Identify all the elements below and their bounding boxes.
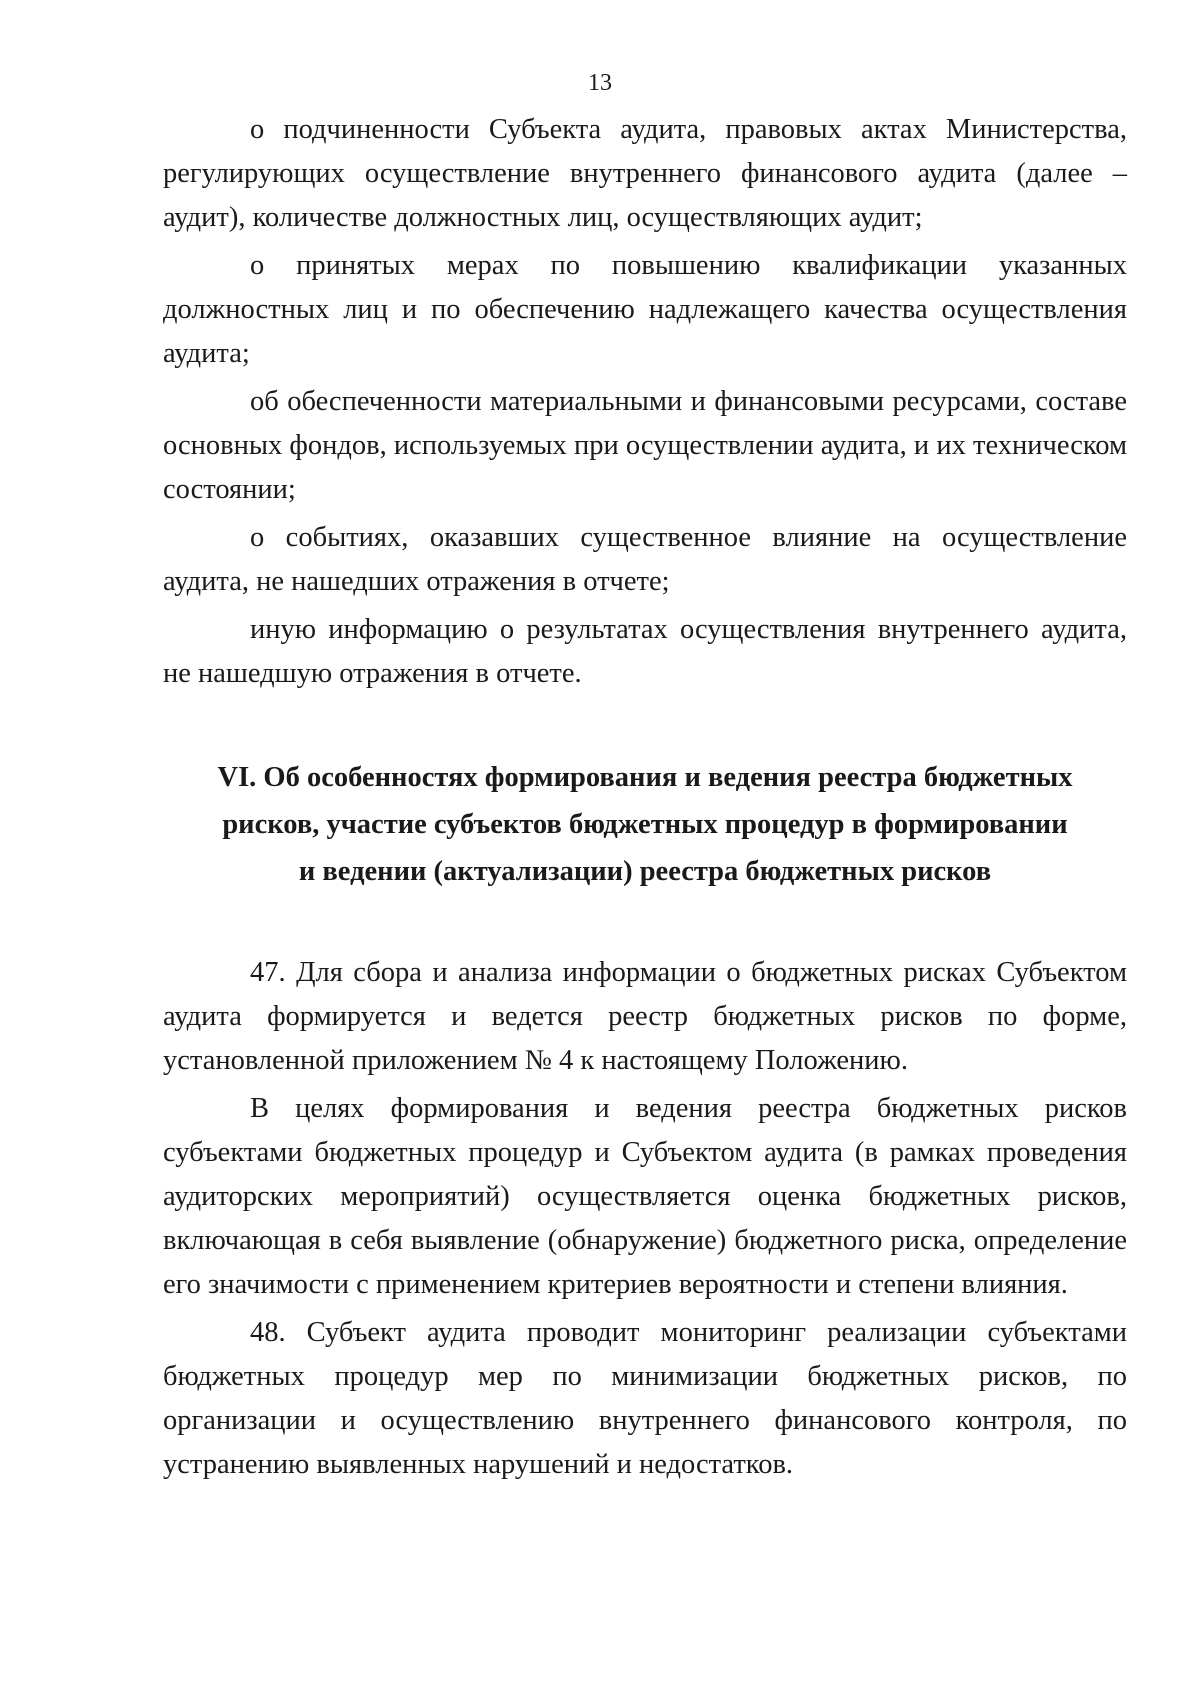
paragraph-risk-assessment: В целях формирования и ведения реестра бюджетных рисков субъектами бюджетных процедур и Субъектом аудита (в рамках проведения аудиторских мероприятий) осуществляется оценка бюджетных рисков, включающая в себя выявление (обнаружение) бюджетного риска, определение его значимости с применением критериев вероятности и степени влияния. [163,1093,1127,1300]
paragraph-other-info: иную информацию о результатах осуществления внутреннего аудита, не нашедшую отражения в отчете. [163,614,1127,689]
document-body [163,108,1127,1487]
page-number: 13 [588,70,612,96]
paragraph-events: о событиях, оказавших существенное влияние на осуществление аудита, не нашедших отражения в отчете; [163,522,1127,597]
paragraph-resources: об обеспеченности материальными и финансовыми ресурсами, составе основных фондов, используемых при осуществлении аудита, и их техническом состоянии; [163,386,1127,505]
section-title-line: и ведении (актуализации) реестра бюджетных рисков [298,856,992,887]
paragraph-subordination: о подчиненности Субъекта аудита, правовых актах Министерства, регулирующих осуществление внутреннего финансового аудита (далее – аудит), количестве должностных лиц, осуществляющих аудит; [163,114,1127,233]
section-title-line: VI. Об особенностях формирования и ведения реестра бюджетных [217,762,1073,793]
section-title-line: рисков, участие субъектов бюджетных процедур в формировании [222,809,1068,840]
paragraph-item-48: 48. Субъект аудита проводит мониторинг реализации субъектами бюджетных процедур мер по минимизации бюджетных рисков, по организации и осуществлению внутреннего финансового контроля, по устранению выявленных нарушений и недостатков. [163,1317,1127,1480]
paragraph-qualification: о принятых мерах по повышению квалификации указанных должностных лиц и по обеспечению надлежащего качества осуществления аудита; [163,250,1127,369]
section-title [163,754,1127,895]
paragraph-item-47: 47. Для сбора и анализа информации о бюджетных рисках Субъектом аудита формируется и ведется реестр бюджетных рисков по форме, установленной приложением № 4 к настоящему Положению. [163,957,1127,1076]
